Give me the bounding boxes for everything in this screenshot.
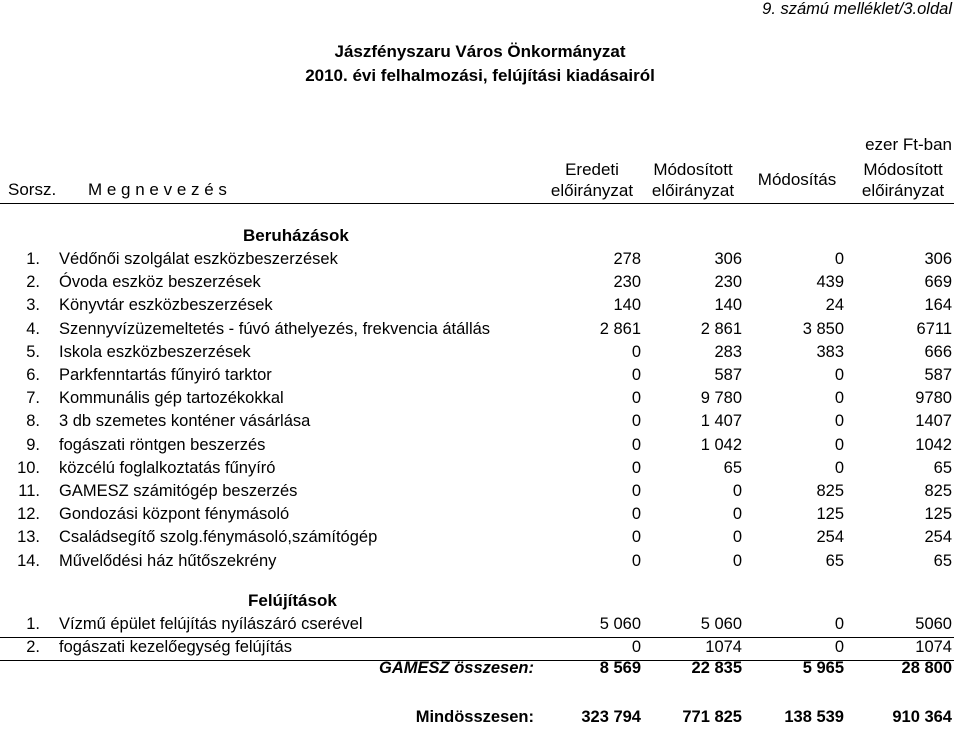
row-change: 3 850 [802, 319, 844, 338]
row-name: Könyvtár eszközbeszerzések [59, 296, 273, 315]
row-modified-appropriation: 1 407 [700, 412, 742, 431]
document-subtitle: 2010. évi felhalmozási, felújítási kiadásairól [305, 66, 655, 85]
appendix-label: 9. számú melléklet/3.oldal [762, 0, 952, 18]
total-change: 138 539 [784, 708, 844, 726]
row-modified-appropriation: 587 [714, 366, 742, 384]
table-row [0, 343, 960, 365]
column-header-modified: Módosított előirányzat [651, 160, 735, 200]
column-header-original: Eredeti előirányzat [550, 160, 634, 200]
row-change: 0 [834, 250, 844, 268]
row-original-appropriation: 0 [631, 638, 641, 657]
table-row [0, 296, 960, 318]
row-change: 24 [825, 296, 844, 315]
row-number: 9. [26, 435, 40, 454]
total-original-appropriation: 323 794 [581, 708, 641, 726]
row-number: 7. [26, 389, 40, 408]
table-row [0, 273, 960, 295]
row-modified-appropriation: 9 780 [700, 389, 742, 408]
row-number: 3. [26, 296, 40, 315]
row-change: 0 [834, 435, 844, 454]
row-original-appropriation: 5 060 [599, 615, 641, 633]
column-header-name: M e g n e v e z é s [88, 180, 227, 199]
row-change: 0 [834, 458, 844, 477]
total-modified-appropriation: 22 835 [691, 659, 742, 677]
table-row [0, 505, 960, 527]
column-header-change: Módosítás [757, 170, 837, 189]
row-number: 10. [17, 458, 40, 477]
row-modified-appropriation-final: 825 [924, 482, 952, 500]
table-row [0, 366, 960, 388]
row-original-appropriation: 278 [613, 250, 641, 268]
column-header-no: Sorsz. [8, 180, 57, 199]
row-modified-appropriation: 306 [714, 250, 742, 268]
row-modified-appropriation: 230 [714, 273, 742, 292]
total-modified-appropriation: 771 825 [682, 708, 742, 726]
row-modified-appropriation-final: 254 [924, 528, 952, 547]
row-underline [0, 615, 954, 638]
row-original-appropriation: 0 [631, 435, 641, 454]
row-modified-appropriation: 140 [714, 296, 742, 315]
row-modified-appropriation-final: 65 [933, 458, 952, 477]
row-name: Gondozási központ fénymásoló [59, 505, 290, 524]
row-modified-appropriation: 65 [723, 458, 742, 477]
row-number: 8. [26, 412, 40, 431]
row-number: 2. [26, 273, 40, 292]
total-modified-appropriation-final: 910 364 [892, 708, 952, 726]
row-original-appropriation: 0 [631, 342, 641, 361]
row-name: Családsegítő szolg.fénymásoló,számítógép [59, 528, 378, 547]
row-number: 2. [26, 638, 40, 657]
row-name: Parkfenntartás fűnyiró tarktor [59, 366, 272, 384]
row-modified-appropriation: 1 042 [700, 435, 742, 454]
table-row [0, 552, 960, 574]
row-modified-appropriation: 0 [732, 551, 742, 570]
row-modified-appropriation-final: 6711 [916, 319, 952, 338]
row-modified-appropriation: 2 861 [700, 319, 742, 338]
row-name: 3 db szemetes konténer vásárlása [59, 412, 311, 431]
row-original-appropriation: 0 [631, 412, 641, 431]
row-number: 12. [17, 505, 40, 524]
total-modified-appropriation-final: 28 800 [901, 659, 952, 677]
row-modified-appropriation-final: 1074 [915, 638, 952, 657]
row-name: Védőnői szolgálat eszközbeszerzések [59, 250, 338, 268]
row-modified-appropriation: 0 [732, 528, 742, 547]
row-change: 65 [825, 551, 844, 570]
row-modified-appropriation-final: 587 [924, 366, 952, 384]
row-number: 14. [17, 551, 40, 570]
unit-label: ezer Ft-ban [865, 135, 952, 154]
header-rule [0, 203, 954, 204]
row-name: Óvoda eszköz beszerzések [59, 273, 261, 292]
row-name: Vízmű épület felújítás nyílászáró cserével [59, 615, 363, 633]
row-modified-appropriation: 5 060 [700, 615, 742, 633]
table-row [0, 250, 960, 272]
row-change: 0 [834, 615, 844, 633]
row-modified-appropriation-final: 306 [924, 250, 952, 268]
row-modified-appropriation-final: 164 [924, 296, 952, 315]
row-modified-appropriation: 283 [714, 342, 742, 361]
row-original-appropriation: 0 [631, 482, 641, 500]
row-name: Iskola eszközbeszerzések [59, 342, 251, 361]
row-modified-appropriation-final: 1042 [915, 435, 952, 454]
row-change: 0 [834, 412, 844, 431]
table-row [0, 459, 960, 481]
total-label: GAMESZ összesen: [379, 659, 534, 677]
row-original-appropriation: 0 [631, 458, 641, 477]
column-header-modified-final: Módosított előirányzat [861, 160, 945, 200]
row-modified-appropriation-final: 1407 [915, 412, 952, 431]
row-name: közcélú foglalkoztatás fűnyíró [59, 458, 276, 477]
row-change: 0 [834, 638, 844, 657]
row-modified-appropriation: 0 [732, 482, 742, 500]
row-name: fogászati röntgen beszerzés [59, 435, 266, 454]
row-modified-appropriation-final: 9780 [915, 389, 952, 408]
section-title: Beruházások [243, 226, 349, 245]
row-number: 4. [26, 319, 40, 338]
row-original-appropriation: 0 [631, 528, 641, 547]
row-change: 125 [816, 505, 844, 524]
row-name: Kommunális gép tartozékokkal [59, 389, 284, 408]
table-row [0, 436, 960, 458]
row-original-appropriation: 0 [631, 366, 641, 384]
row-modified-appropriation-final: 65 [933, 551, 952, 570]
row-number: 6. [26, 366, 40, 384]
table-row [0, 482, 960, 504]
row-modified-appropriation: 0 [732, 505, 742, 524]
row-modified-appropriation-final: 125 [924, 505, 952, 524]
table-row [0, 412, 960, 434]
row-modified-appropriation-final: 669 [924, 273, 952, 292]
row-original-appropriation: 0 [631, 505, 641, 524]
row-change: 0 [834, 366, 844, 384]
row-name: GAMESZ számitógép beszerzés [59, 482, 298, 500]
section-title: Felújítások [248, 591, 337, 610]
gamesz-total-row [0, 659, 960, 681]
row-change: 254 [816, 528, 844, 547]
total-change: 5 965 [802, 659, 844, 677]
row-change: 825 [816, 482, 844, 500]
row-original-appropriation: 0 [631, 551, 641, 570]
row-change: 383 [816, 342, 844, 361]
row-underline [0, 638, 954, 661]
row-modified-appropriation-final: 5060 [915, 615, 952, 633]
row-number: 13. [17, 528, 40, 547]
total-label: Mindösszesen: [415, 708, 534, 726]
row-original-appropriation: 2 861 [599, 319, 641, 338]
row-number: 5. [26, 342, 40, 361]
row-original-appropriation: 230 [613, 273, 641, 292]
total-original-appropriation: 8 569 [599, 659, 641, 677]
row-number: 1. [26, 615, 40, 633]
row-name: Művelődési ház hűtőszekrény [59, 551, 277, 570]
row-number: 1. [26, 250, 40, 268]
row-modified-appropriation: 1074 [705, 638, 742, 657]
document-title: Jászfényszaru Város Önkormányzat [334, 42, 626, 61]
table-row [0, 320, 960, 342]
row-original-appropriation: 140 [613, 296, 641, 315]
row-modified-appropriation-final: 666 [924, 342, 952, 361]
row-change: 439 [816, 273, 844, 292]
row-name: fogászati kezelőegység felújítás [59, 638, 292, 657]
row-number: 11. [18, 482, 40, 500]
row-change: 0 [834, 389, 844, 408]
row-original-appropriation: 0 [631, 389, 641, 408]
table-row [0, 528, 960, 550]
row-name: Szennyvízüzemeltetés - fúvó áthelyezés, frekvencia átállás [59, 319, 491, 338]
table-row [0, 389, 960, 411]
